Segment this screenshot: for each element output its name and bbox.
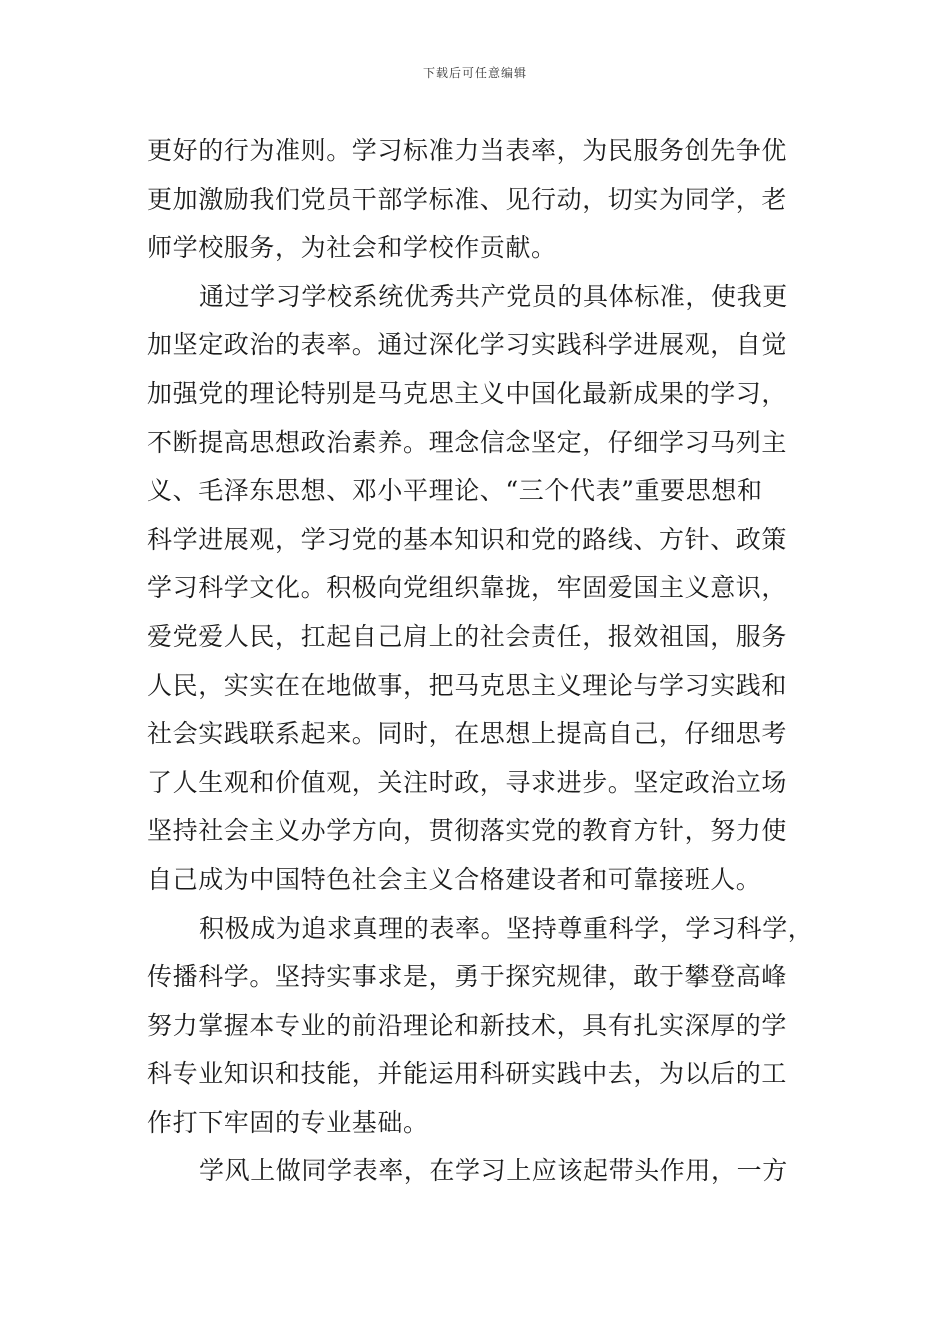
- text-line: 努力掌握本专业的前沿理论和新技术，具有扎实深厚的学: [147, 1010, 788, 1040]
- text-line: 师学校服务，为社会和学校作贡献。: [147, 233, 557, 263]
- header-note: 下载后可任意编辑: [422, 66, 527, 80]
- text-line: 义、毛泽东思想、邓小平理论、“三个代表”重要思想和: [147, 476, 763, 506]
- text-line: 自己成为中国特色社会主义合格建设者和可靠接班人。: [147, 864, 762, 894]
- text-line: 更好的行为准则。学习标准力当表率，为民服务创先争优: [147, 136, 788, 165]
- text-line: 爱党爱人民，扛起自己肩上的社会责任，报效祖国，服务: [147, 621, 788, 651]
- text-line: 社会实践联系起来。同时，在思想上提高自己，仔细思考: [147, 719, 788, 749]
- text-line: 了人生观和价值观，关注时政，寻求进步。坚定政治立场: [147, 767, 788, 797]
- text-line: 更加激励我们党员干部学标准、见行动，切实为同学，老: [147, 184, 788, 214]
- text-line: 加坚定政治的表率。通过深化学习实践科学进展观，自觉: [147, 330, 788, 360]
- text-line: 人民，实实在在地做事，把马克思主义理论与学习实践和: [147, 670, 788, 700]
- text-line: 科专业知识和技能，并能运用科研实践中去，为以后的工: [147, 1059, 788, 1089]
- text-line: 通过学习学校系统优秀共产党员的具体标准，使我更: [199, 281, 788, 311]
- text-line: 科学进展观，学习党的基本知识和党的路线、方针、政策: [147, 524, 788, 554]
- text-line: 加强党的理论特别是马克思主义中国化最新成果的学习，: [147, 378, 788, 408]
- text-line: 学习科学文化。积极向党组织靠拢，牢固爱国主义意识，: [147, 573, 788, 603]
- text-line: 传播科学。坚持实事求是，勇于探究规律，敢于攀登高峰: [147, 962, 788, 992]
- text-line: 不断提高思想政治素养。理念信念坚定，仔细学习马列主: [147, 427, 788, 457]
- body-text: [147, 127, 827, 1196]
- text-line: 学风上做同学表率，在学习上应该起带头作用，一方: [199, 1156, 788, 1186]
- text-line: 积极成为追求真理的表率。坚持尊重科学，学习科学，: [199, 913, 814, 943]
- text-line: 坚持社会主义办学方向，贯彻落实党的教育方针，努力使: [147, 816, 788, 846]
- text-line: 作打下牢固的专业基础。: [147, 1107, 429, 1137]
